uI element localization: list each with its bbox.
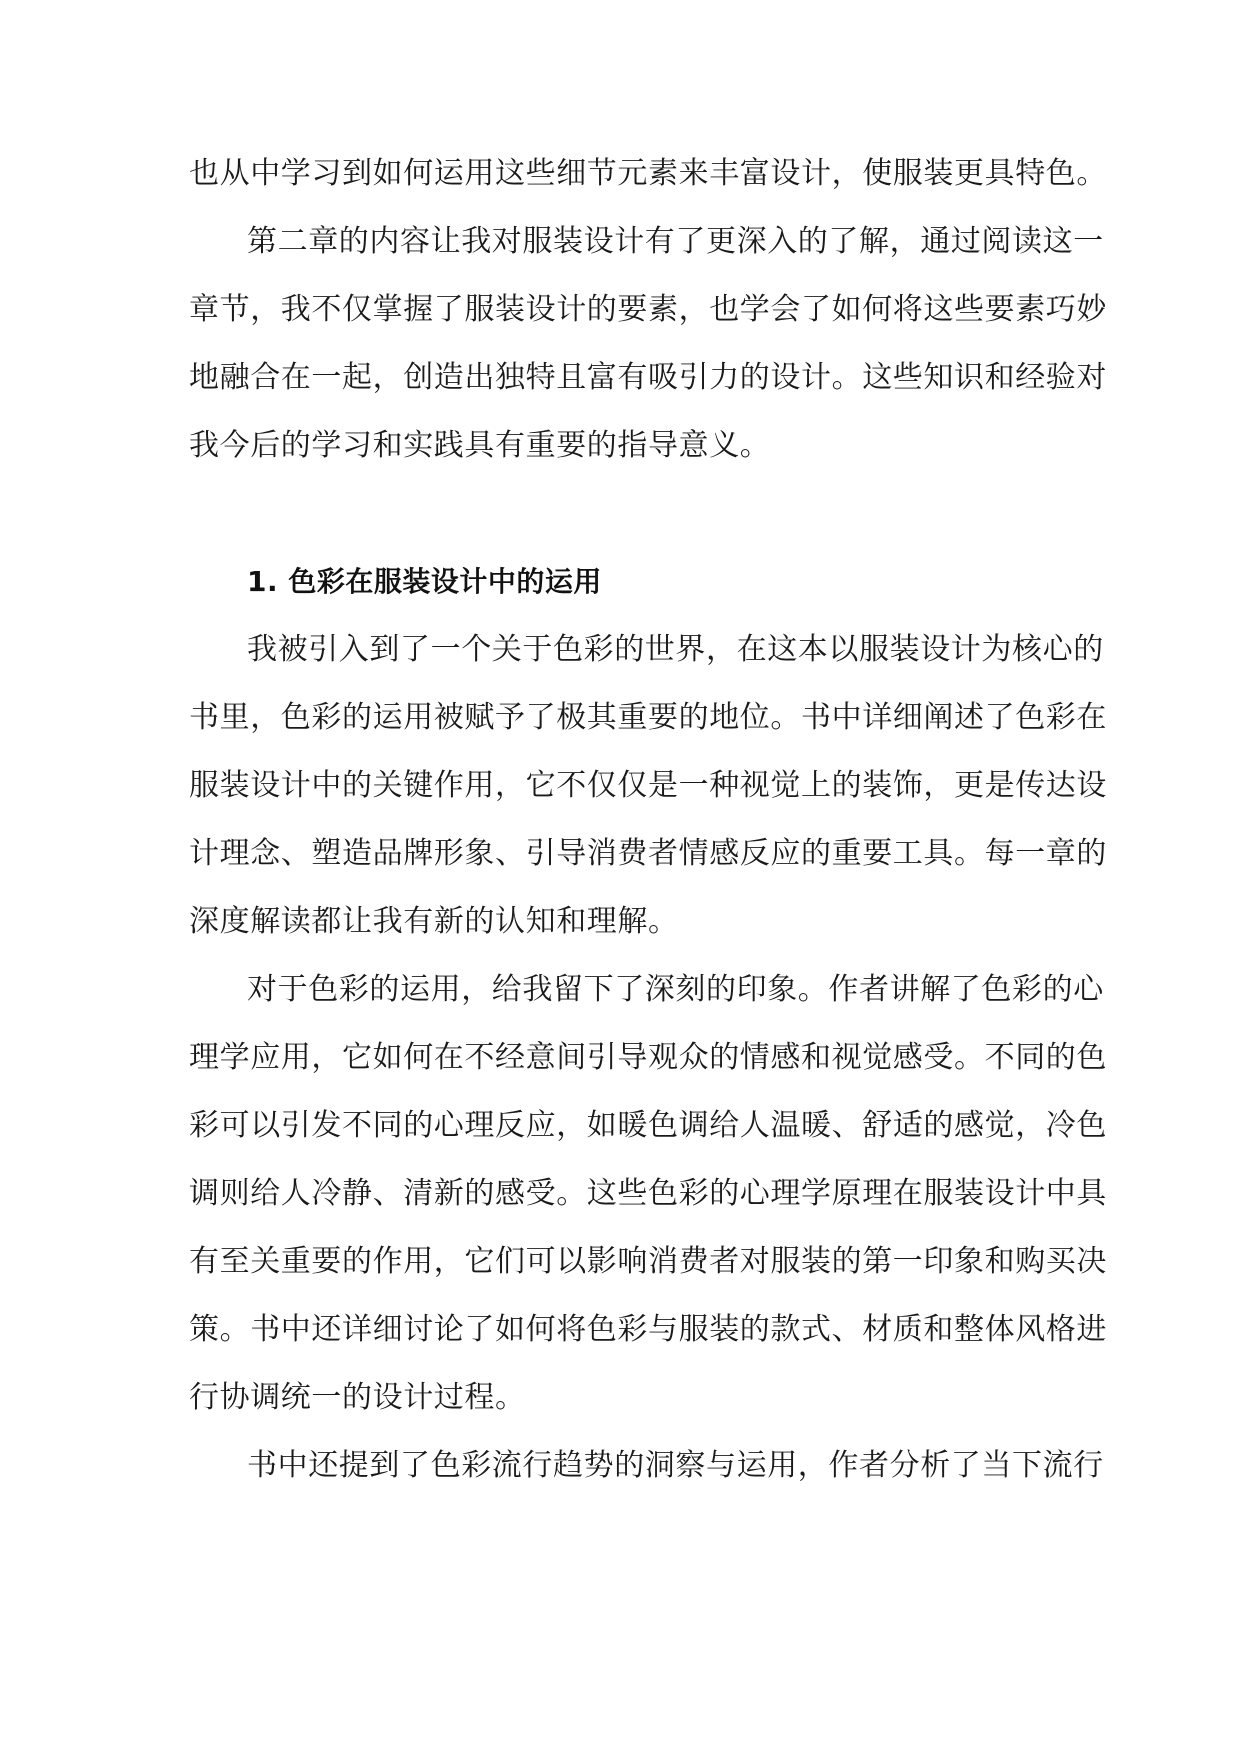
paragraph-line: 第二章的内容让我对服装设计有了更深入的了解，通过阅读这一 — [247, 224, 1104, 259]
paragraph-line: 我今后的学习和实践具有重要的指导意义。 — [189, 428, 771, 463]
paragraph-line: 策。书中还详细讨论了如何将色彩与服装的款式、材质和整体风格进 — [189, 1312, 1107, 1347]
paragraph-line: 我被引入到了一个关于色彩的世界，在这本以服装设计为核心的 — [247, 632, 1104, 667]
paragraph-line: 书中还提到了色彩流行趋势的洞察与运用，作者分析了当下流行 — [247, 1448, 1104, 1483]
section-heading: 1. 色彩在服装设计中的运用 — [247, 565, 602, 598]
paragraph-line: 理学应用，它如何在不经意间引导观众的情感和视觉感受。不同的色 — [189, 1040, 1107, 1075]
paragraph-line: 行协调统一的设计过程。 — [189, 1380, 526, 1415]
paragraph-line: 也从中学习到如何运用这些细节元素来丰富设计，使服装更具特色。 — [189, 156, 1107, 191]
paragraph-line: 深度解读都让我有新的认知和理解。 — [189, 904, 679, 939]
paragraph-line: 章节，我不仅掌握了服装设计的要素，也学会了如何将这些要素巧妙 — [189, 292, 1107, 327]
paragraph-line: 对于色彩的运用，给我留下了深刻的印象。作者讲解了色彩的心 — [247, 972, 1104, 1007]
paragraph-line: 有至关重要的作用，它们可以影响消费者对服装的第一印象和购买决 — [189, 1244, 1107, 1279]
paragraph-line: 服装设计中的关键作用，它不仅仅是一种视觉上的装饰，更是传达设 — [189, 768, 1107, 803]
paragraph-line: 书里，色彩的运用被赋予了极其重要的地位。书中详细阐述了色彩在 — [189, 700, 1107, 735]
paragraph-line: 彩可以引发不同的心理反应，如暖色调给人温暖、舒适的感觉，冷色 — [189, 1108, 1107, 1143]
paragraph-line: 调则给人冷静、清新的感受。这些色彩的心理学原理在服装设计中具 — [189, 1176, 1107, 1211]
paragraph-line: 地融合在一起，创造出独特且富有吸引力的设计。这些知识和经验对 — [189, 360, 1107, 395]
paragraph-line: 计理念、塑造品牌形象、引导消费者情感反应的重要工具。每一章的 — [189, 836, 1107, 871]
